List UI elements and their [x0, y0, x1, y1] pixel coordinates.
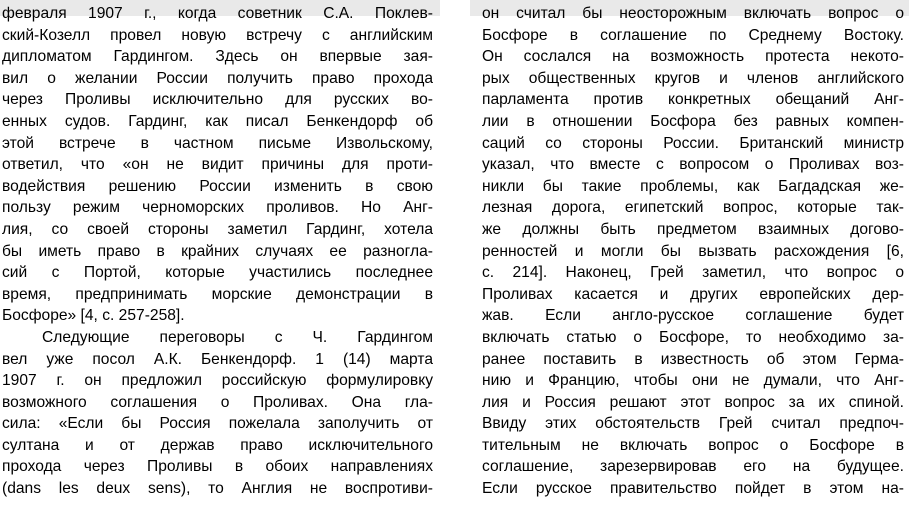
- left-text-column: [2, 3, 433, 500]
- text-line: (dans les deux sens), то Англия не воспротиви-: [2, 480, 433, 498]
- text-line: лия, со своей стороны заметил Гардинг, хотела: [2, 220, 433, 238]
- text-line: енных судов. Гардинг, как писал Бенкендорф об: [2, 112, 433, 130]
- text-line: с. 214]. Наконец, Грей заметил, что вопрос о: [482, 264, 904, 282]
- text-line: же должны быть предметом взаимных догово-: [482, 220, 904, 238]
- text-line: Босфоре в соглашение по Среднему Востоку.: [482, 26, 904, 44]
- text-line: лия и Россия решают этот вопрос за их спиной.: [482, 393, 904, 411]
- text-line: рых общественных кругов и членов английского: [482, 69, 904, 87]
- text-line: Если русское правительство пойдет в этом на-: [482, 480, 904, 498]
- text-line: время, предпринимать морские демонстрации в: [2, 285, 433, 303]
- text-line: этой встрече в частном письме Извольскому,: [2, 134, 433, 152]
- text-line: водействия решению России изменить в свою: [2, 177, 433, 195]
- text-line: он считал бы неосторожным включать вопрос о: [482, 5, 904, 22]
- text-line: лезная дорога, египетский вопрос, которые так-: [482, 199, 904, 217]
- text-line: парламента против конкретных обещаний Анг-: [482, 91, 904, 109]
- right-text-column: [482, 3, 904, 500]
- text-line: ренностей и могли бы вызвать расхождения [6,: [482, 242, 904, 260]
- text-line: ответил, что «он не видит причины для проти-: [2, 156, 433, 174]
- text-line: включать статью о Босфоре, то необходимо за-: [482, 328, 904, 346]
- text-line: вил о желании России получить право прохода: [2, 69, 433, 87]
- text-line: дипломатом Гардингом. Здесь он впервые зая-: [2, 48, 433, 66]
- text-line: лии в отношении Босфора без равных компен-: [482, 112, 904, 130]
- text-line: никли бы такие проблемы, как Багдадская же-: [482, 177, 904, 195]
- text-line: тительным не включать вопрос о Босфоре в: [482, 436, 904, 454]
- text-line: пользу режим черноморских проливов. Но Анг-: [2, 199, 433, 217]
- text-line: бы иметь право в крайних случаях ее разногла-: [2, 242, 433, 260]
- text-line: Босфоре» [4, с. 257-258].: [2, 307, 185, 325]
- text-line: указал, что вместе с вопросом о Проливах воз-: [482, 156, 904, 174]
- text-line: 1907 г. он предложил российскую формулировку: [2, 372, 433, 390]
- text-line: ский-Козелл провел новую встречу с английским: [2, 26, 433, 44]
- text-line: жав. Если англо-русское соглашение будет: [482, 307, 904, 325]
- text-line: сила: «Если бы Россия пожелала заполучить от: [2, 415, 433, 433]
- text-line: ранее поставить в известность об этом Герма-: [482, 350, 904, 368]
- text-line: Ввиду этих обстоятельств Грей считал предпоч-: [482, 415, 904, 433]
- text-line: саций со стороны России. Британский министр: [482, 134, 904, 152]
- text-line: Он сослался на возможность протеста некото-: [482, 48, 904, 66]
- text-line: прохода через Проливы в обоих направлениях: [2, 458, 433, 476]
- text-line: нию и Францию, чтобы они не думали, что Анг-: [482, 372, 904, 390]
- text-line: возможного соглашения о Проливах. Она гла-: [2, 393, 433, 411]
- text-line: сий с Портой, которые участились последнее: [2, 264, 433, 282]
- text-line: февраля 1907 г., когда советник С.А. Поклев-: [2, 5, 433, 22]
- text-line: соглашение, зарезервировав его на будущее.: [482, 458, 904, 476]
- text-line: Следующие переговоры с Ч. Гардингом: [42, 328, 433, 346]
- text-line: вел уже посол А.К. Бенкендорф. 1 (14) марта: [2, 350, 433, 368]
- text-line: султана и от держав право исключительного: [2, 436, 433, 454]
- text-line: через Проливы исключительно для русских во-: [2, 91, 433, 109]
- text-line: Проливах касается и других европейских дер-: [482, 285, 904, 303]
